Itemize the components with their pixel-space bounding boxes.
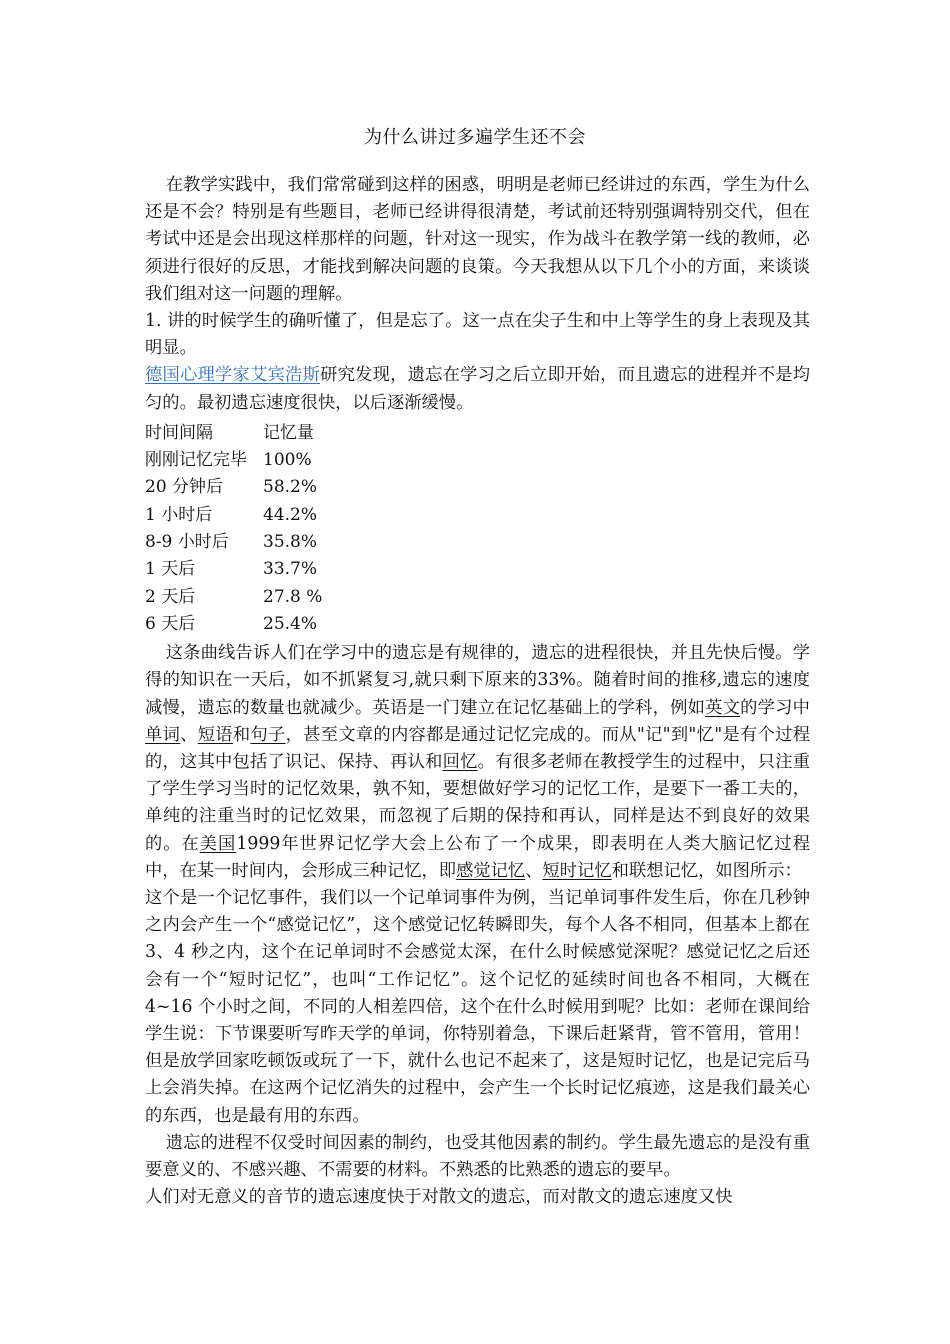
term-phrase[interactable]: 短语 [197, 724, 233, 745]
text-run: 、 [525, 860, 543, 881]
text-run: 和 [232, 724, 251, 745]
point-one-paragraph: 1. 讲的时候学生的确听懂了，但是忘了。这一点在尖子生和中上等学生的身上表现及其明显。 [145, 311, 810, 359]
table-cell: 27.8 % [263, 586, 323, 607]
document-title: 为什么讲过多遍学生还不会 [364, 127, 586, 148]
forgetting-curve-paragraph [145, 640, 810, 885]
ebbinghaus-paragraph [145, 362, 810, 416]
memory-event-paragraph: 这个是一个记忆事件，我们以一个记单词事件为例，当记单词事件发生后，你在几秒钟之内会产生一个“感觉记忆”，这个感觉记忆转瞬即失，每个人各不相同，但基本上都在 3、4 秒之内，这个在记单词时不会感觉太深，在什么时候感觉深呢？感觉记忆之后还会有一个“短时记忆”，也叫“工作记忆”。这个记忆的延续时间也各不相同，大概在 4~16 个小时之间，不同的人相差四倍，这个在什么时候用到呢？比如：老师在课间给学生说：下节课要听写昨天学的单词，你特别着急，下课后赶紧背，管不管用，管用！但是放学回家吃顿饭或玩了一下，就什么也记不起来了，这是短时记忆，也是记完后马上会消失掉。在这两个记忆消失的过程中，会产生一个长时记忆痕迹，这是我们最关心的东西，也是最有用的东西。 [145, 888, 810, 1126]
table-row [145, 502, 322, 529]
table-cell: 33.7% [263, 559, 318, 580]
text-run: ，甚至文章的内容都是通过记忆完成的。而从"记"到"忆"是有个过程的，这其中包括了识记、保持、再认和 [145, 724, 810, 773]
intro-paragraph: 在教学实践中，我们常常碰到这样的困惑，明明是老师已经讲过的东西，学生为什么还是不会？特别是有些题目，老师已经讲得很清楚，考试前还特别强调特别交代，但在考试中还是会出现这样那样的问题，针对这一现实，作为战斗在教学第一线的教师，必须进行很好的反思，才能找到解决问题的良策。今天我想从以下几个小的方面，来谈谈我们组对这一问题的理解。 [145, 175, 810, 304]
table-header-cell: 记忆量 [263, 422, 314, 443]
term-usa[interactable]: 美国 [199, 833, 237, 854]
table-cell: 35.8% [263, 532, 318, 553]
table-header-cell: 时间间隔 [145, 422, 213, 443]
text-run: 1999年世界记忆学大会上公布了一个成果，即表明在人类大脑记忆过程中，在某一时间内，会形成三种记忆，即 [145, 833, 810, 881]
ebbinghaus-link[interactable]: 德国心理学家艾宾浩斯 [145, 365, 321, 386]
forgetting-factors-paragraph: 遗忘的进程不仅受时间因素的制约，也受其他因素的制约。学生最先遗忘的是没有重要意义的、不感兴趣、不需要的材料。不熟悉的比熟悉的遗忘的要早。 [145, 1132, 810, 1181]
term-sentence[interactable]: 句子 [250, 724, 286, 745]
text-run: 、 [180, 724, 198, 745]
memory-retention-table [145, 420, 322, 638]
table-row [145, 474, 322, 501]
forgetting-speed-paragraph: 人们对无意义的音节的遗忘速度快于对散文的遗忘，而对散文的遗忘速度又快 [145, 1187, 733, 1208]
table-cell: 1 天后 [145, 559, 196, 580]
text-run: 。有很多老师在教授学生的过程中，只注重了学生学习当时的记忆效果，孰不知，要想做好学习的记忆工作，是要下一番工夫的，单纯的注重当时的记忆效果，而忽视了后期的保持和再认，同样是达不到良好的效果的。在 [145, 752, 810, 854]
table-cell: 58.2% [263, 477, 318, 498]
term-word[interactable]: 单词 [145, 724, 181, 745]
term-short-term-memory[interactable]: 短时记忆 [542, 860, 612, 881]
table-cell: 25.4% [263, 613, 318, 634]
table-row [145, 584, 322, 611]
table-cell: 1 小时后 [145, 504, 213, 525]
term-english[interactable]: 英文 [705, 697, 741, 718]
table-cell: 100% [263, 450, 312, 471]
table-cell: 44.2% [263, 504, 318, 525]
table-header-row [145, 420, 322, 447]
table-row [145, 611, 322, 638]
document-body [145, 172, 810, 1211]
table-row [145, 529, 322, 556]
table-cell: 6 天后 [145, 613, 196, 634]
table-row [145, 447, 322, 474]
table-cell: 8-9 小时后 [145, 532, 229, 553]
table-cell: 20 分钟后 [145, 477, 224, 498]
table-cell: 刚刚记忆完毕 [145, 450, 247, 471]
table-row [145, 556, 322, 583]
term-sensory-memory[interactable]: 感觉记忆 [456, 860, 526, 881]
table-cell: 2 天后 [145, 586, 196, 607]
text-run: 的学习中 [740, 697, 810, 718]
text-run: 这条曲线告诉人们在学习中的遗忘是有规律的，遗忘的进程很快，并且先快后慢。学得的知识在一天后，如不抓紧复习,就只剩下原来的33%。随着时间的推移,遗忘的速度减慢，遗忘的数量也就减少。英语是一门建立在记忆基础上的学科，例如 [145, 643, 810, 718]
text-run: 和联想记忆，如图所示： [611, 860, 802, 881]
term-recall[interactable]: 回忆 [442, 752, 478, 773]
ebbinghaus-text: 研究发现，遗忘在学习之后立即开始，而且遗忘的进程并不是均匀的。最初遗忘速度很快，以后逐渐缓慢。 [145, 365, 810, 413]
